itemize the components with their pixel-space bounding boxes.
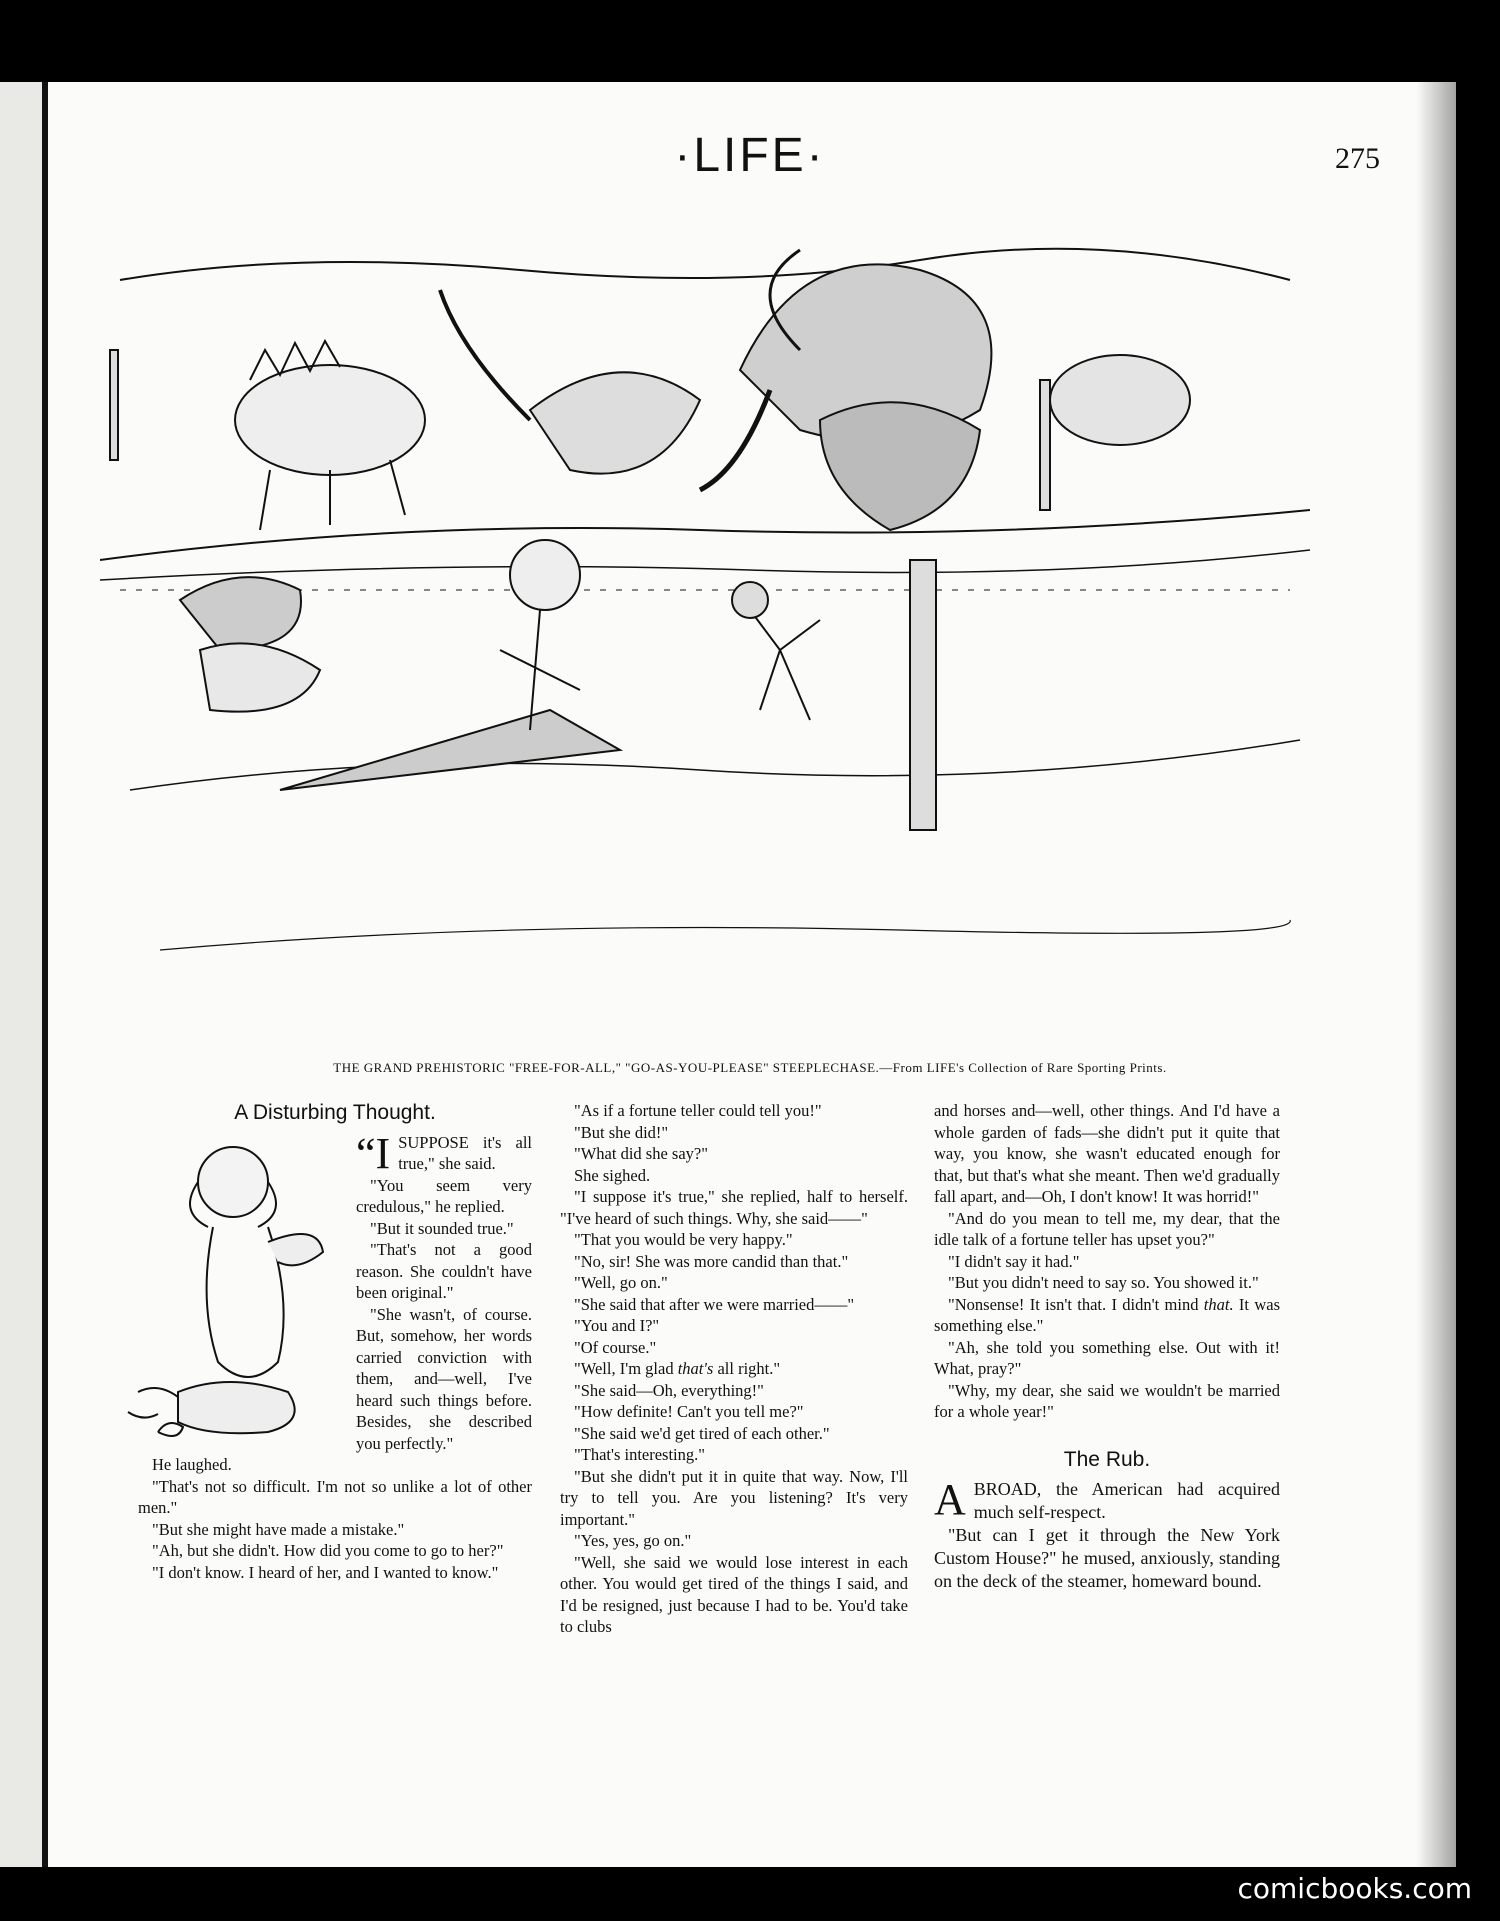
paragraph: "Yes, yes, go on."	[574, 1531, 692, 1550]
paragraph: "Why, my dear, she said we wouldn't be married for a whole year!"	[934, 1380, 1280, 1421]
paragraph: "As if a fortune teller could tell you!"	[574, 1101, 822, 1120]
paragraph: "She wasn't, of course. But, somehow, her words carried conviction with them, and—well, I've heard such things before. Besides, she described you perfectly."	[356, 1304, 532, 1453]
paragraph: "That's interesting."	[574, 1445, 706, 1464]
text-run: "Nonsense! It isn't that. I didn't mind	[948, 1294, 1204, 1314]
paragraph: "I didn't say it had."	[948, 1251, 1080, 1271]
paragraph: "Ah, she told you something else. Out with it! What, pray?"	[934, 1337, 1280, 1378]
paragraph: "But she did!"	[574, 1122, 669, 1142]
paragraph: "But it sounded true."	[370, 1218, 514, 1238]
paragraph	[934, 1475, 1280, 1524]
paragraph: "But she didn't put it in quite that way. Now, I'll try to tell you. Are you listening? It's very important."	[560, 1466, 908, 1529]
paragraph: "No, sir! She was more candid than that."	[574, 1251, 849, 1271]
paragraph: "And do you mean to tell me, my dear, that the idle talk of a fortune teller has upset you?"	[934, 1208, 1280, 1249]
paragraph: "I don't know. I heard of her, and I wanted to know."	[152, 1562, 499, 1582]
paragraph: "Well, go on."	[574, 1273, 668, 1292]
paragraph: "You and I?"	[574, 1316, 660, 1335]
paragraph: "She said—Oh, everything!"	[574, 1380, 764, 1400]
paragraph: "That's not so difficult. I'm not so unlike a lot of other men."	[138, 1476, 532, 1517]
paragraph: "That's not a good reason. She couldn't have been original."	[356, 1240, 532, 1302]
text-run: It was something else."	[934, 1294, 1280, 1335]
paragraph	[934, 1294, 1280, 1337]
paragraph: She sighed.	[574, 1165, 651, 1185]
paragraph: "Ah, but she didn't. How did you come to go to her?"	[152, 1541, 504, 1560]
paragraph: "How definite! Can't you tell me?"	[574, 1402, 804, 1421]
dropcap: A	[934, 1475, 966, 1524]
paragraph: "That you would be very happy."	[574, 1230, 793, 1249]
cupid-figure	[118, 1132, 348, 1452]
paragraph: "She said we'd get tired of each other."	[574, 1423, 830, 1443]
facing-page-edge	[0, 82, 48, 1867]
paragraph: "You seem very credulous," he replied.	[356, 1175, 532, 1216]
article-title: The Rub.	[1063, 1447, 1151, 1471]
column-2	[560, 1100, 908, 1638]
article-title: A Disturbing Thought.	[234, 1101, 436, 1124]
column-1	[138, 1100, 532, 1583]
text-run: all right."	[713, 1359, 781, 1378]
paragraph: "But can I get it through the New York Custom House?" he mused, anxiously, standing on the deck of the steamer, homeward bound.	[934, 1525, 1280, 1591]
paragraph: "What did she say?"	[574, 1144, 708, 1163]
text-run: "Well, I'm glad	[574, 1359, 678, 1378]
page-edge-shadow	[1416, 82, 1456, 1867]
paragraph: "She said that after we were married——"	[574, 1294, 855, 1314]
page-number: 275	[1335, 142, 1380, 175]
paragraph: "I suppose it's true," she replied, half to herself. "I've heard of such things. Why, she said——"	[560, 1187, 908, 1228]
emphasis: that.	[1203, 1294, 1234, 1314]
dropcap: “I	[356, 1128, 391, 1178]
masthead-title: ·LIFE·	[674, 129, 826, 182]
text-run: BROAD, the American had acquired much self-respect.	[973, 1479, 1280, 1522]
column-3	[934, 1100, 1280, 1593]
paragraph	[560, 1358, 908, 1380]
paragraph: "Well, she said we would lose interest in each other. You would get tired of the things I said, and I'd be resigned, just because I had to be. You'd take to clubs	[560, 1552, 908, 1636]
site-watermark: comicbooks.com	[1237, 1872, 1472, 1905]
paragraph: He laughed.	[152, 1455, 232, 1474]
steeplechase-illustration	[100, 230, 1310, 1030]
paragraph: "Of course."	[574, 1337, 657, 1357]
paragraph: "But she might have made a mistake."	[152, 1519, 405, 1539]
paragraph: "But you didn't need to say so. You showed it."	[948, 1273, 1259, 1292]
emphasis: that's	[677, 1359, 714, 1378]
illustration-caption: THE GRAND PREHISTORIC "FREE-FOR-ALL," "GO-AS-YOU-PLEASE" STEEPLECHASE.—From LIFE's Collection of Rare Sporting Prints.	[333, 1060, 1167, 1075]
paragraph: and horses and—well, other things. And I'd have a whole garden of fads—she didn't put it quite that way, you know, she wasn't educated enough for that, but that's what she meant. Then we'd gradually fall apart, and—Oh, I don't know! It was horrid!"	[934, 1101, 1280, 1206]
paragraph: SUPPOSE it's all true," she said.	[398, 1132, 532, 1173]
